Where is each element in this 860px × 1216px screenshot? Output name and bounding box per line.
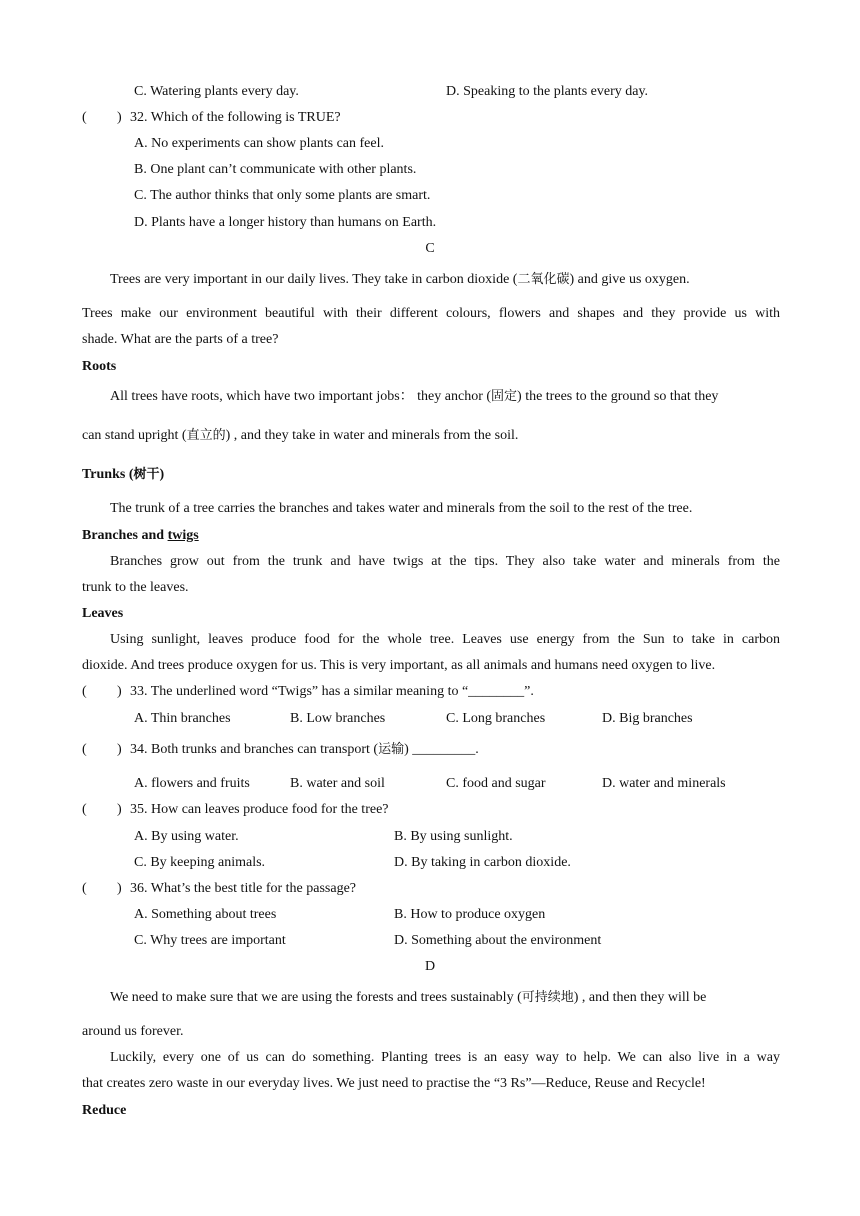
trunks-line1: The trunk of a tree carries the branches and takes water and minerals from the soil to the rest of the tree. [110, 501, 693, 516]
q36-option-c: C. Why trees are important [134, 933, 286, 948]
branches-heading: Branches and twigs [82, 528, 199, 543]
q32-option-b: B. One plant can’t communicate with other plants. [134, 162, 417, 177]
passage-c-intro-line1: Trees are very important in our daily lives. They take in carbon dioxide (二氧化碳) and give us oxygen. [110, 272, 690, 287]
roots-heading: Roots [82, 359, 117, 374]
q31-option-d: D. Speaking to the plants every day. [446, 84, 649, 99]
branches-line2: trunk to the leaves. [82, 580, 189, 595]
q32-option-d: D. Plants have a longer history than humans on Earth. [134, 215, 437, 230]
q34-answer-paren-open: ( [82, 742, 87, 757]
q36-option-d: D. Something about the environment [394, 933, 602, 948]
q36-option-a: A. Something about trees [134, 907, 277, 922]
roots-line1: All trees have roots, which have two important jobs： they anchor (固定) the trees to the ground so that they [110, 389, 719, 404]
q33-option-a: A. Thin branches [134, 711, 231, 726]
passage-d-p1-line1: We need to make sure that we are using the forests and trees sustainably (可持续地) , and then they will be [110, 990, 707, 1005]
passage-d-letter: D [424, 959, 436, 974]
reduce-heading: Reduce [82, 1103, 127, 1118]
q33-answer-paren-open: ( [82, 684, 87, 699]
q35-stem: 35. How can leaves produce food for the tree? [130, 802, 389, 817]
trunks-heading: Trunks (树干) [82, 467, 165, 482]
q31-option-c: C. Watering plants every day. [134, 84, 299, 99]
q34-stem: 34. Both trunks and branches can transport (运输) _________. [130, 742, 479, 757]
q32-option-a: A. No experiments can show plants can feel. [134, 136, 384, 151]
leaves-line1: Using sunlight, leaves produce food for the whole tree. Leaves use energy from the Sun to take in carbon [110, 632, 780, 647]
passage-d-p2-line1: Luckily, every one of us can do something. Planting trees is an easy way to help. We can also live in a way [110, 1050, 780, 1065]
passage-c-intro-line3: shade. What are the parts of a tree? [82, 332, 279, 347]
q32-option-c: C. The author thinks that only some plants are smart. [134, 188, 431, 203]
q33-option-d: D. Big branches [602, 711, 693, 726]
q36-option-b: B. How to produce oxygen [394, 907, 546, 922]
q33-stem: 33. The underlined word “Twigs” has a similar meaning to “________”. [130, 684, 534, 699]
q34-option-c: C. food and sugar [446, 776, 546, 791]
q34-option-d: D. water and minerals [602, 776, 726, 791]
q35-answer-paren-open: ( [82, 802, 87, 817]
leaves-line2: dioxide. And trees produce oxygen for us. This is very important, as all animals and humans need oxygen to live. [82, 658, 716, 673]
leaves-heading: Leaves [82, 606, 124, 621]
passage-c-letter: C [425, 241, 435, 256]
q33-option-b: B. Low branches [290, 711, 386, 726]
q35-option-b: B. By using sunlight. [394, 829, 513, 844]
branches-line1: Branches grow out from the trunk and have twigs at the tips. They also take water and minerals from the [110, 554, 780, 569]
q35-option-d: D. By taking in carbon dioxide. [394, 855, 571, 870]
q35-answer-paren-close: ) [117, 802, 122, 817]
q34-answer-paren-close: ) [117, 742, 122, 757]
q35-option-a: A. By using water. [134, 829, 239, 844]
q35-option-c: C. By keeping animals. [134, 855, 266, 870]
passage-d-p2-line2: that creates zero waste in our everyday lives. We just need to practise the “3 Rs”—Reduce, Reuse and Recycle! [82, 1076, 706, 1091]
passage-c-intro-line2: Trees make our environment beautiful with their different colours, flowers and shapes and they provide us with [82, 306, 780, 321]
q34-option-a: A. flowers and fruits [134, 776, 250, 791]
q36-stem: 36. What’s the best title for the passage? [130, 881, 357, 896]
q36-answer-paren-close: ) [117, 881, 122, 896]
q34-option-b: B. water and soil [290, 776, 385, 791]
underlined-word-twigs: twigs [167, 528, 199, 543]
q33-option-c: C. Long branches [446, 711, 546, 726]
q36-answer-paren-open: ( [82, 881, 87, 896]
q32-stem: 32. Which of the following is TRUE? [130, 110, 341, 125]
q33-answer-paren-close: ) [117, 684, 122, 699]
q32-answer-paren-open: ( [82, 110, 87, 125]
passage-d-p1-line2: around us forever. [82, 1024, 184, 1039]
q32-answer-paren-close: ) [117, 110, 122, 125]
roots-line2: can stand upright (直立的) , and they take in water and minerals from the soil. [82, 428, 519, 443]
